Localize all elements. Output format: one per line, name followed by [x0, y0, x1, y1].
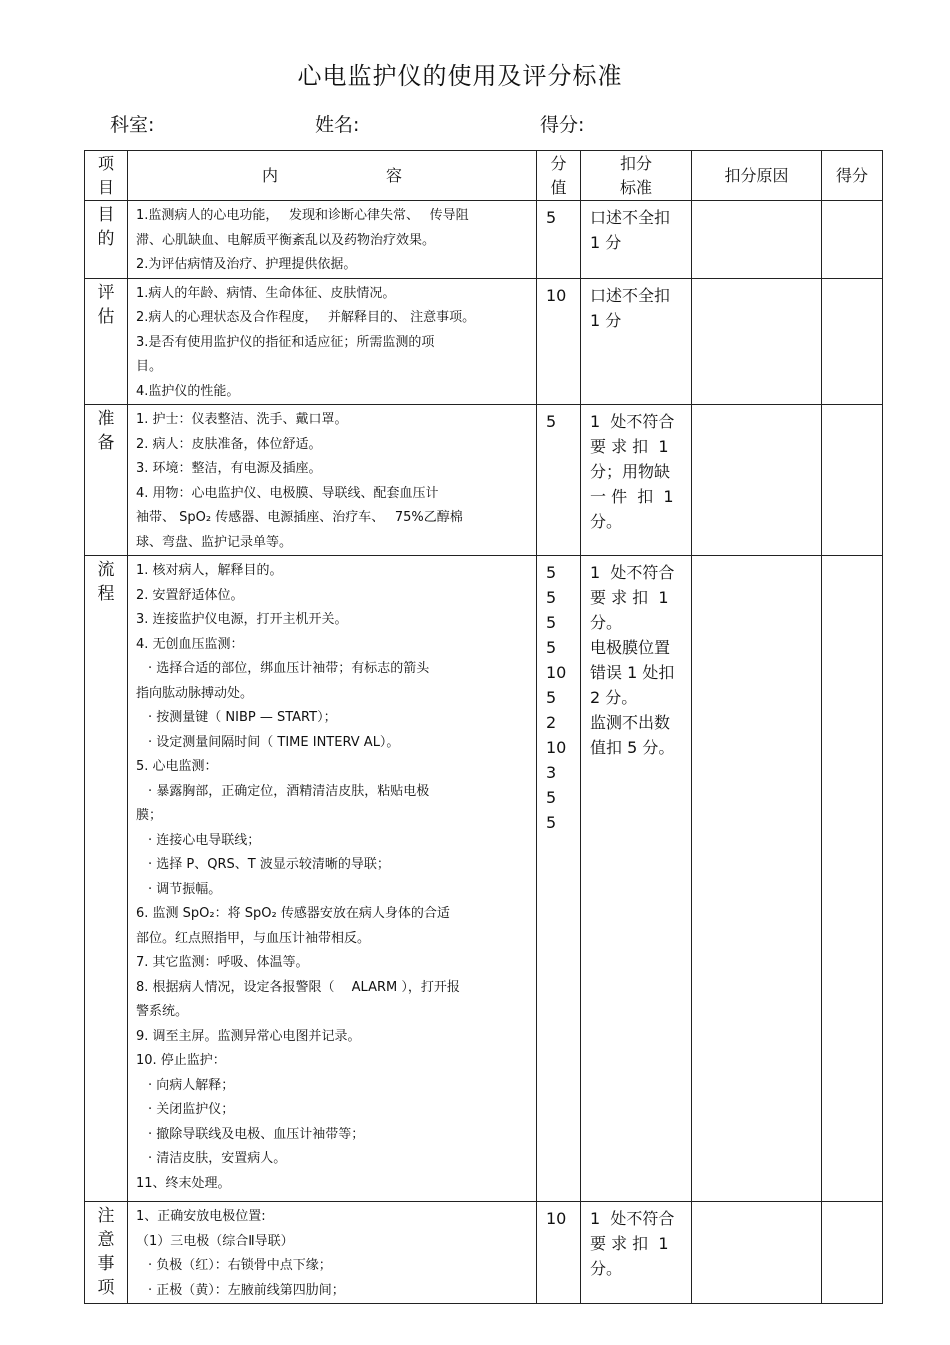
point-value: 10	[546, 663, 567, 682]
col-value-header-line: 分	[550, 153, 567, 173]
content-line: 4. 无创血压监测：	[136, 636, 244, 652]
row-deduction-criteria	[581, 556, 692, 1202]
criteria-line: 2 分。	[590, 688, 638, 707]
content-line: 球、弯盘、监护记录单等。	[136, 534, 293, 550]
col-score-header: 得分	[822, 151, 883, 201]
category-char: 评	[97, 282, 115, 303]
deduction-reason-cell[interactable]	[692, 556, 822, 1202]
content-line: 警系统。	[136, 1004, 189, 1019]
content-line: 2.为评估病情及治疗、护理提供依据。	[136, 257, 357, 272]
col-value-header-line: 值	[550, 177, 567, 197]
content-line: · 选择 P、QRS、T 波显示较清晰的导联；	[148, 857, 390, 872]
content-line: 9. 调至主屏。监测异常心电图并记录。	[136, 1028, 361, 1044]
content-line: 11、终末处理。	[136, 1175, 231, 1191]
criteria-line: 1 处不符合	[590, 563, 675, 582]
row-deduction-criteria	[581, 1202, 692, 1304]
content-line: 滞、心肌缺血、电解质平衡紊乱以及药物治疗效果。	[136, 232, 436, 248]
point-value: 5	[546, 688, 557, 707]
content-line: · 负极（红）：右锁骨中点下缘；	[148, 1258, 332, 1273]
content-line: 3.是否有使用监护仪的指征和适应征；所需监测的项	[136, 334, 435, 350]
table-row	[85, 1202, 883, 1304]
category-char: 备	[97, 433, 115, 453]
row-category	[85, 1202, 128, 1304]
col-criteria-header-line: 标准	[619, 177, 652, 197]
criteria-line: 1 分	[590, 310, 622, 330]
row-points	[537, 405, 581, 556]
point-value: 3	[546, 763, 557, 782]
row-deduction-criteria	[581, 201, 692, 279]
table-row	[85, 556, 883, 1202]
criteria-line: 错误 1 处扣	[590, 663, 675, 682]
row-content	[128, 1202, 537, 1304]
dept-label: 科室:	[110, 114, 155, 136]
score-label: 得分:	[540, 114, 585, 136]
row-category	[85, 201, 128, 279]
row-content	[128, 556, 537, 1202]
criteria-line: 口述不全扣	[590, 208, 671, 227]
row-category	[85, 405, 128, 556]
criteria-line: 1 处不符合	[590, 1209, 675, 1228]
category-char: 事	[97, 1254, 115, 1274]
scoring-table	[84, 150, 883, 1304]
content-line: 1. 护士：仪表整洁、洗手、戴口罩。	[136, 412, 348, 427]
category-char: 项	[97, 1278, 115, 1298]
content-line: 1.监测病人的心电功能， 发现和诊断心律失常、 传导阻	[136, 208, 469, 223]
criteria-line: 要 求 扣 1	[590, 588, 669, 607]
row-deduction-criteria	[581, 278, 692, 405]
point-value: 10	[546, 285, 567, 305]
row-points	[537, 201, 581, 279]
point-value: 5	[546, 208, 557, 227]
score-cell[interactable]	[822, 278, 883, 405]
criteria-line: 电极膜位置	[590, 638, 671, 657]
criteria-line: 分。	[590, 1259, 623, 1278]
category-char: 准	[97, 409, 115, 429]
content-line: 指向肱动脉搏动处。	[136, 685, 254, 701]
category-char: 程	[97, 584, 115, 604]
row-content	[128, 405, 537, 556]
score-cell[interactable]	[822, 405, 883, 556]
point-value: 5	[546, 613, 557, 632]
criteria-line: 要 求 扣 1	[590, 437, 669, 456]
criteria-line: 监测不出数	[590, 713, 671, 732]
content-line: （1）三电极（综合Ⅱ导联）	[136, 1233, 294, 1249]
category-char: 目	[97, 205, 115, 225]
deduction-reason-cell[interactable]	[692, 405, 822, 556]
row-content	[128, 278, 537, 405]
row-deduction-criteria	[581, 405, 692, 556]
header-row	[85, 151, 883, 201]
score-cell[interactable]	[822, 201, 883, 279]
content-line: 2.病人的心理状态及合作程度， 并解释目的、 注意事项。	[136, 310, 476, 325]
criteria-line: 值扣 5 分。	[590, 738, 675, 757]
point-value: 10	[546, 738, 567, 757]
score-cell[interactable]	[822, 556, 883, 1202]
table-row	[85, 201, 883, 279]
row-category	[85, 556, 128, 1202]
criteria-line: 分；用物缺	[590, 462, 671, 481]
criteria-line: 分。	[590, 512, 623, 531]
content-line: · 设定测量间隔时间（ TIME INTERV AL）。	[148, 734, 400, 750]
point-value: 5	[546, 813, 557, 832]
col-content-header-part: 内	[261, 165, 278, 185]
content-line: · 正极（黄）：左腋前线第四肋间；	[148, 1282, 345, 1298]
content-line: 部位。红点照指甲，与血压计袖带相反。	[136, 930, 371, 946]
content-line: · 关闭监护仪；	[148, 1102, 235, 1117]
category-char: 意	[97, 1230, 115, 1250]
content-line: 10. 停止监护：	[136, 1053, 226, 1068]
name-label: 姓名:	[315, 114, 360, 136]
criteria-line: 一 件 扣 1	[590, 487, 674, 506]
row-points	[537, 278, 581, 405]
content-line: 5. 心电监测：	[136, 759, 218, 774]
content-line: · 调节振幅。	[148, 881, 222, 897]
content-line: · 选择合适的部位，绑血压计袖带；有标志的箭头	[148, 661, 430, 676]
criteria-line: 口述不全扣	[590, 285, 671, 305]
category-char: 估	[97, 306, 115, 327]
content-line: · 暴露胸部，正确定位，酒精清洁皮肤，粘贴电极	[148, 783, 430, 799]
row-points	[537, 1202, 581, 1304]
score-cell[interactable]	[822, 1202, 883, 1304]
col-criteria-header-line: 扣分	[619, 153, 652, 173]
content-line: 2. 安置舒适体位。	[136, 587, 244, 603]
content-line: · 按测量键（ NIBP — START）；	[148, 710, 337, 725]
page-title: 心电监护仪的使用及评分标准	[297, 62, 623, 90]
point-value: 5	[546, 788, 557, 807]
row-category	[85, 278, 128, 405]
content-line: 3. 连接监护仪电源，打开主机开关。	[136, 612, 348, 627]
category-char: 注	[97, 1206, 115, 1226]
criteria-line: 分。	[590, 613, 623, 632]
point-value: 5	[546, 563, 557, 582]
content-line: 1. 核对病人，解释目的。	[136, 563, 283, 578]
content-line: 1、正确安放电极位置:	[136, 1209, 266, 1224]
table-row	[85, 405, 883, 556]
content-line: 8. 根据病人情况，设定各报警限（ ALARM ），打开报	[136, 979, 460, 995]
content-line: · 清洁皮肤，安置病人。	[148, 1151, 287, 1166]
content-line: 3. 环境：整洁，有电源及插座。	[136, 461, 322, 476]
point-value: 5	[546, 588, 557, 607]
point-value: 5	[546, 412, 557, 431]
criteria-line: 1 处不符合	[590, 412, 675, 431]
deduction-reason-cell[interactable]	[692, 201, 822, 279]
content-line: 6. 监测 SpO₂：将 SpO₂ 传感器安放在病人身体的合适	[136, 906, 450, 921]
col-value-header	[537, 151, 581, 201]
content-line: 袖带、 SpO₂ 传感器、电源插座、治疗车、 75%乙醇棉	[136, 510, 463, 525]
point-value: 10	[546, 1209, 567, 1228]
col-content-header-part: 容	[385, 165, 402, 185]
criteria-line: 1 分	[590, 233, 622, 252]
content-line: 2. 病人：皮肤准备，体位舒适。	[136, 436, 322, 452]
content-line: 1.病人的年龄、病情、生命体征、皮肤情况。	[136, 285, 396, 301]
point-value: 2	[546, 713, 557, 732]
category-char: 流	[97, 560, 115, 580]
content-line: 膜；	[136, 808, 163, 823]
col-item-header-line: 目	[97, 177, 114, 197]
point-value: 5	[546, 638, 557, 657]
criteria-line: 要 求 扣 1	[590, 1234, 669, 1253]
content-line: 4.监护仪的性能。	[136, 383, 240, 399]
col-content-header	[128, 151, 537, 201]
deduction-reason-cell[interactable]	[692, 1202, 822, 1304]
deduction-reason-cell[interactable]	[692, 278, 822, 405]
content-line: · 向病人解释；	[148, 1077, 235, 1093]
content-line: 7. 其它监测：呼吸、体温等。	[136, 955, 309, 970]
table-row	[85, 278, 883, 405]
row-content	[128, 201, 537, 279]
content-line: 4. 用物：心电监护仪、电极膜、导联线、配套血压计	[136, 485, 439, 501]
content-line: 目。	[136, 359, 163, 374]
col-reason-header: 扣分原因	[692, 151, 822, 201]
col-criteria-header	[581, 151, 692, 201]
content-line: · 连接心电导联线；	[148, 832, 261, 848]
category-char: 的	[97, 229, 115, 249]
col-item-header-line: 项	[97, 153, 114, 173]
content-line: · 撤除导联线及电极、血压计袖带等；	[148, 1126, 365, 1142]
col-item-header	[85, 151, 128, 201]
row-points	[537, 556, 581, 1202]
